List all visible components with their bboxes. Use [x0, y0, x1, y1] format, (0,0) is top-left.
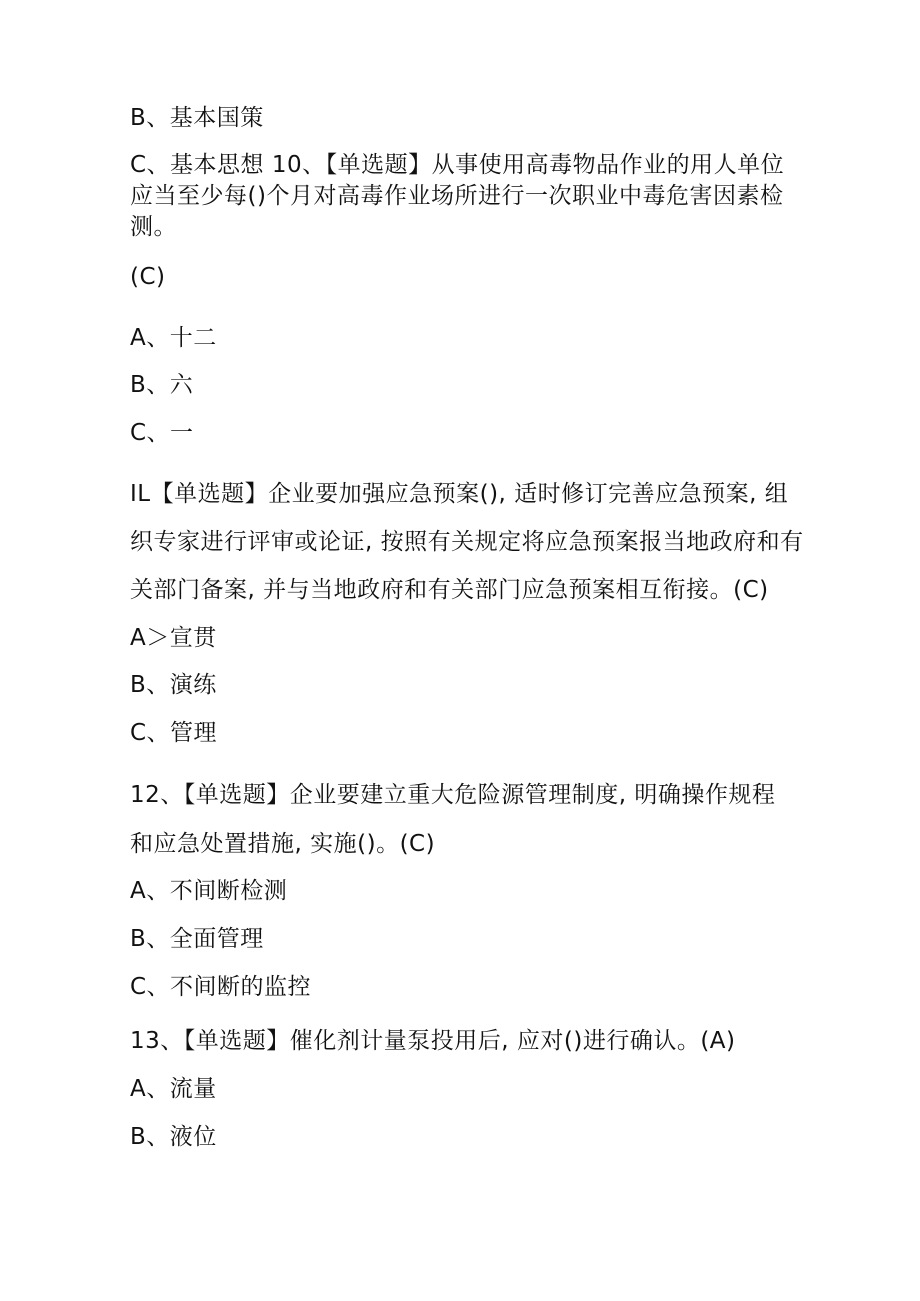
option-c-q9-and-question-10: C、基本思想 10、【单选题】从事使用高毒物品作业的用人单位 — [130, 152, 785, 178]
option-b-q12: B、全面管理 — [130, 926, 264, 952]
question-13-text: 13、【单选题】催化剂计量泵投用后, 应对()进行确认。(A) — [130, 1028, 736, 1054]
option-a-q10: A、十二 — [130, 325, 217, 351]
question-11-text: 织专家进行评审或论证, 按照有关规定将应急预案报当地政府和有 — [130, 529, 804, 555]
option-b-q13: B、液位 — [130, 1124, 217, 1150]
option-b-q11: B、演练 — [130, 672, 217, 698]
option-c-q12: C、不间断的监控 — [130, 974, 312, 1000]
question-12-text-end: 和应急处置措施, 实施()。(C) — [130, 831, 436, 857]
option-a-q13: A、流量 — [130, 1076, 217, 1102]
option-c-q11: C、管理 — [130, 720, 218, 746]
option-b-q9: B、基本国策 — [130, 105, 264, 131]
option-a-q11: A＞宣贯 — [130, 625, 217, 651]
option-a-q12: A、不间断检测 — [130, 878, 288, 904]
question-11-text-end: 关部门备案, 并与当地政府和有关部门应急预案相互衔接。(C) — [130, 577, 769, 603]
answer-10: (C) — [130, 264, 166, 290]
question-12-text: 12、【单选题】企业要建立重大危险源管理制度, 明确操作规程 — [130, 782, 776, 808]
option-c-q10: C、一 — [130, 420, 194, 446]
question-10-text-end: 测。 — [130, 214, 177, 240]
question-10-text: 应当至少每()个月对高毒作业场所进行一次职业中毒危害因素检 — [130, 183, 784, 209]
question-11-text: IL【单选题】企业要加强应急预案(), 适时修订完善应急预案, 组 — [130, 481, 789, 507]
option-b-q10: B、六 — [130, 372, 194, 398]
